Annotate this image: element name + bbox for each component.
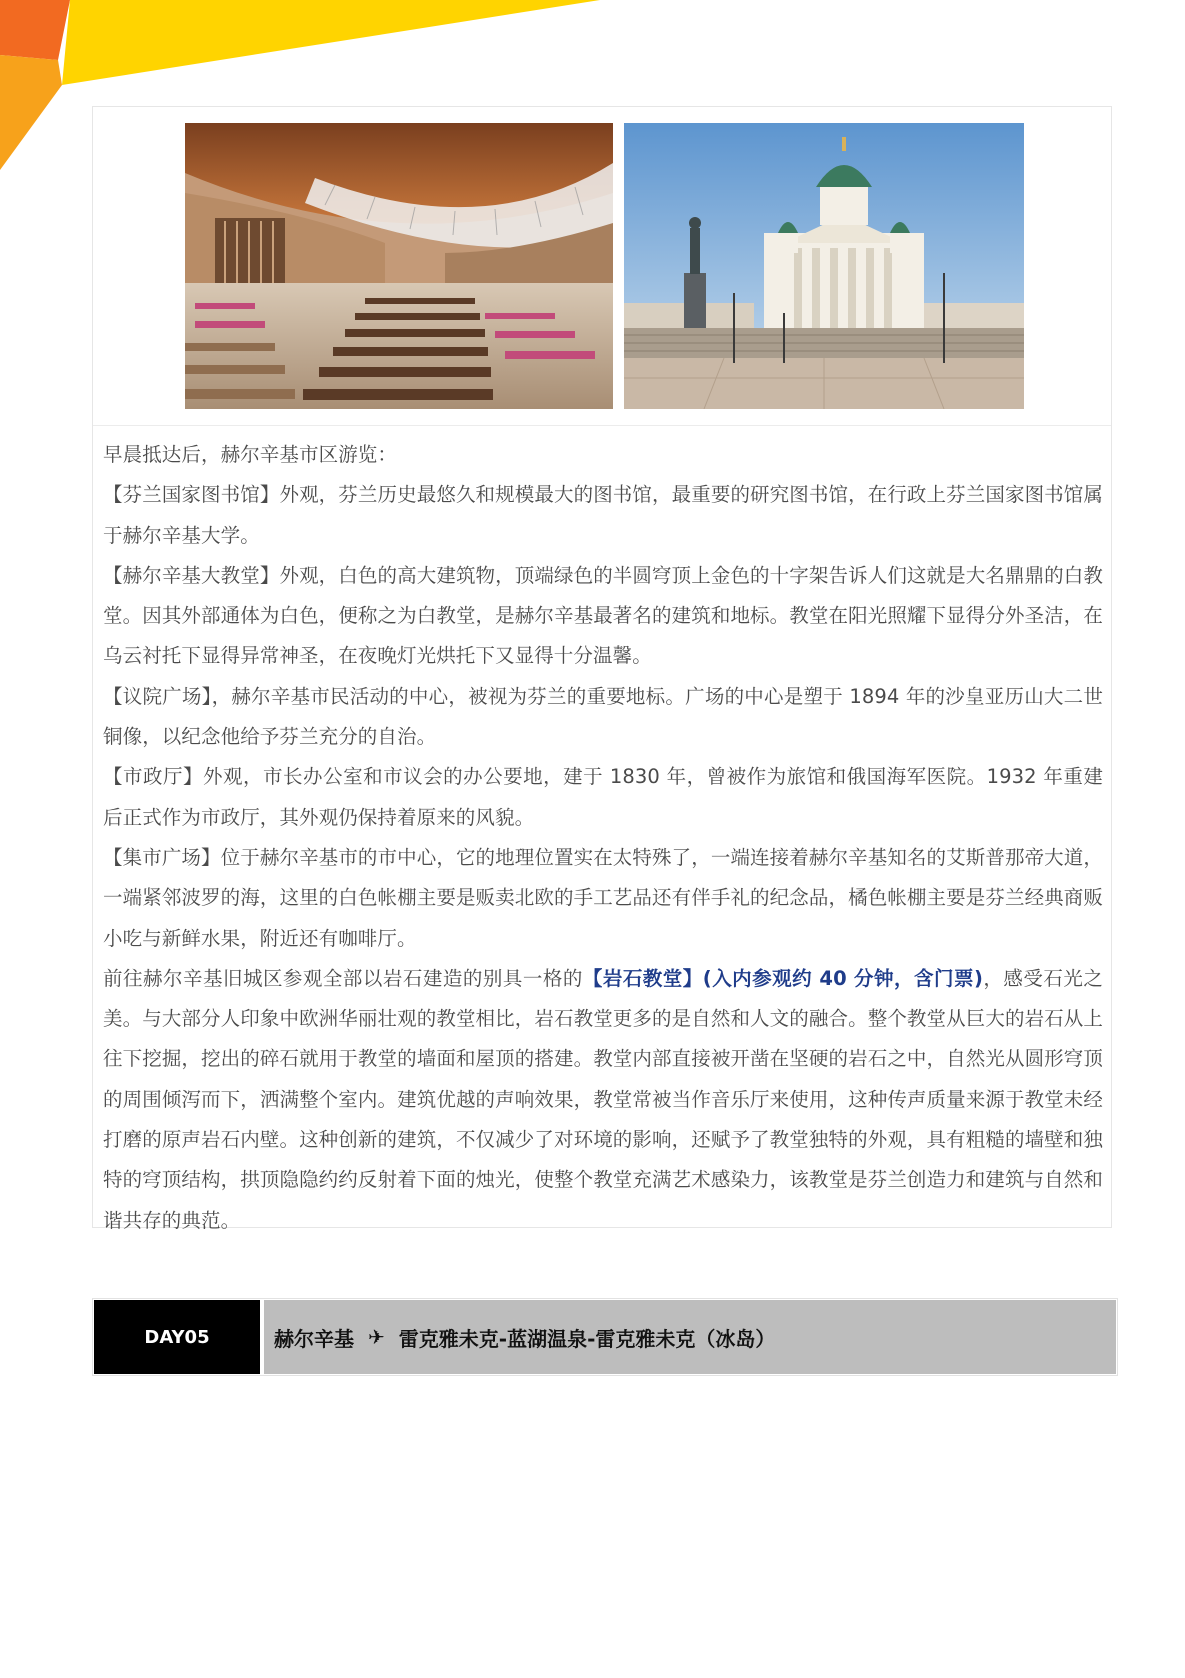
rock-church-intro: 前往赫尔辛基旧城区参观全部以岩石建造的别具一格的	[103, 966, 583, 990]
rock-church-highlight: 【岩石教堂】(入内参观约 40 分钟，含门票)	[582, 966, 984, 990]
route-from: 赫尔辛基	[274, 1326, 354, 1351]
itinerary-card	[92, 106, 1112, 1232]
day-header	[92, 1298, 1118, 1376]
itinerary-text	[103, 435, 1103, 1241]
paragraph-national-library: 【芬兰国家图书馆】外观，芬兰历史最悠久和规模最大的图书馆，最重要的研究图书馆，在行政上芬兰国家图书馆属于赫尔辛基大学。	[103, 483, 1103, 547]
paragraph-senate-square: 【议院广场】，赫尔辛基市民活动的中心，被视为芬兰的重要地标。广场的中心是塑于 1894 年的沙皇亚历山大二世铜像，以纪念他给予芬兰充分的自治。	[103, 684, 1103, 749]
paragraph-market-square: 【集市广场】位于赫尔辛基市的市中心，它的地理位置实在太特殊了，一端连接着赫尔辛基知名的艾斯普那帝大道，一端紧邻波罗的海，这里的白色帐棚主要是贩卖北欧的手工艺品还有伴手礼的纪念品，橘色帐棚主要是芬兰经典商贩小吃与新鲜水果，附近还有咖啡厅。	[103, 845, 1103, 950]
paragraph-city-hall: 【市政厅】外观，市长办公室和市议会的办公要地，建于 1830 年，曾被作为旅馆和俄国海军医院。1932 年重建后正式作为市政厅，其外观仍保持着原来的风貌。	[103, 765, 1103, 829]
helsinki-cathedral-photo	[624, 123, 1024, 409]
airplane-icon: ✈	[368, 1325, 385, 1349]
day-label: DAY05	[94, 1300, 260, 1374]
rock-church-photo	[185, 123, 613, 409]
route-to: 雷克雅未克-蓝湖温泉-雷克雅未克（冰岛）	[398, 1326, 776, 1351]
rock-church-description: ，感受石光之美。与大部分人印象中欧洲华丽壮观的教堂相比，岩石教堂更多的是自然和人文的融合。整个教堂从巨大的岩石从上往下挖掘，挖出的碎石就用于教堂的墙面和屋顶的搭建。教堂内部直接被开凿在坚硬的岩石之中，自然光从圆形穹顶的周围倾泻而下，洒满整个室内。建筑优越的声响效果，教堂常被当作音乐厅来使用，这种传声质量来源于教堂未经打磨的原声岩石内壁。这种创新的建筑，不仅减少了对环境的影响，还赋予了教堂独特的外观，具有粗糙的墙壁和独特的穹顶结构，拱顶隐隐约约反射着下面的烛光，使整个教堂充满艺术感染力，该教堂是芬兰创造力和建筑与自然和谐共存的典范。	[103, 966, 1103, 1232]
paragraph-rock-church	[103, 959, 1103, 1241]
day-route	[264, 1300, 1116, 1374]
paragraph-helsinki-cathedral: 【赫尔辛基大教堂】外观，白色的高大建筑物，顶端绿色的半圆穹顶上金色的十字架告诉人们这就是大名鼎鼎的白教堂。因其外部通体为白色，便称之为白教堂，是赫尔辛基最著名的建筑和地标。教堂在阳光照耀下显得分外圣洁，在乌云衬托下显得异常神圣，在夜晚灯光烘托下又显得十分温馨。	[103, 563, 1103, 668]
intro-text: 早晨抵达后，赫尔辛基市区游览：	[103, 443, 398, 466]
photo-row	[93, 107, 1111, 426]
